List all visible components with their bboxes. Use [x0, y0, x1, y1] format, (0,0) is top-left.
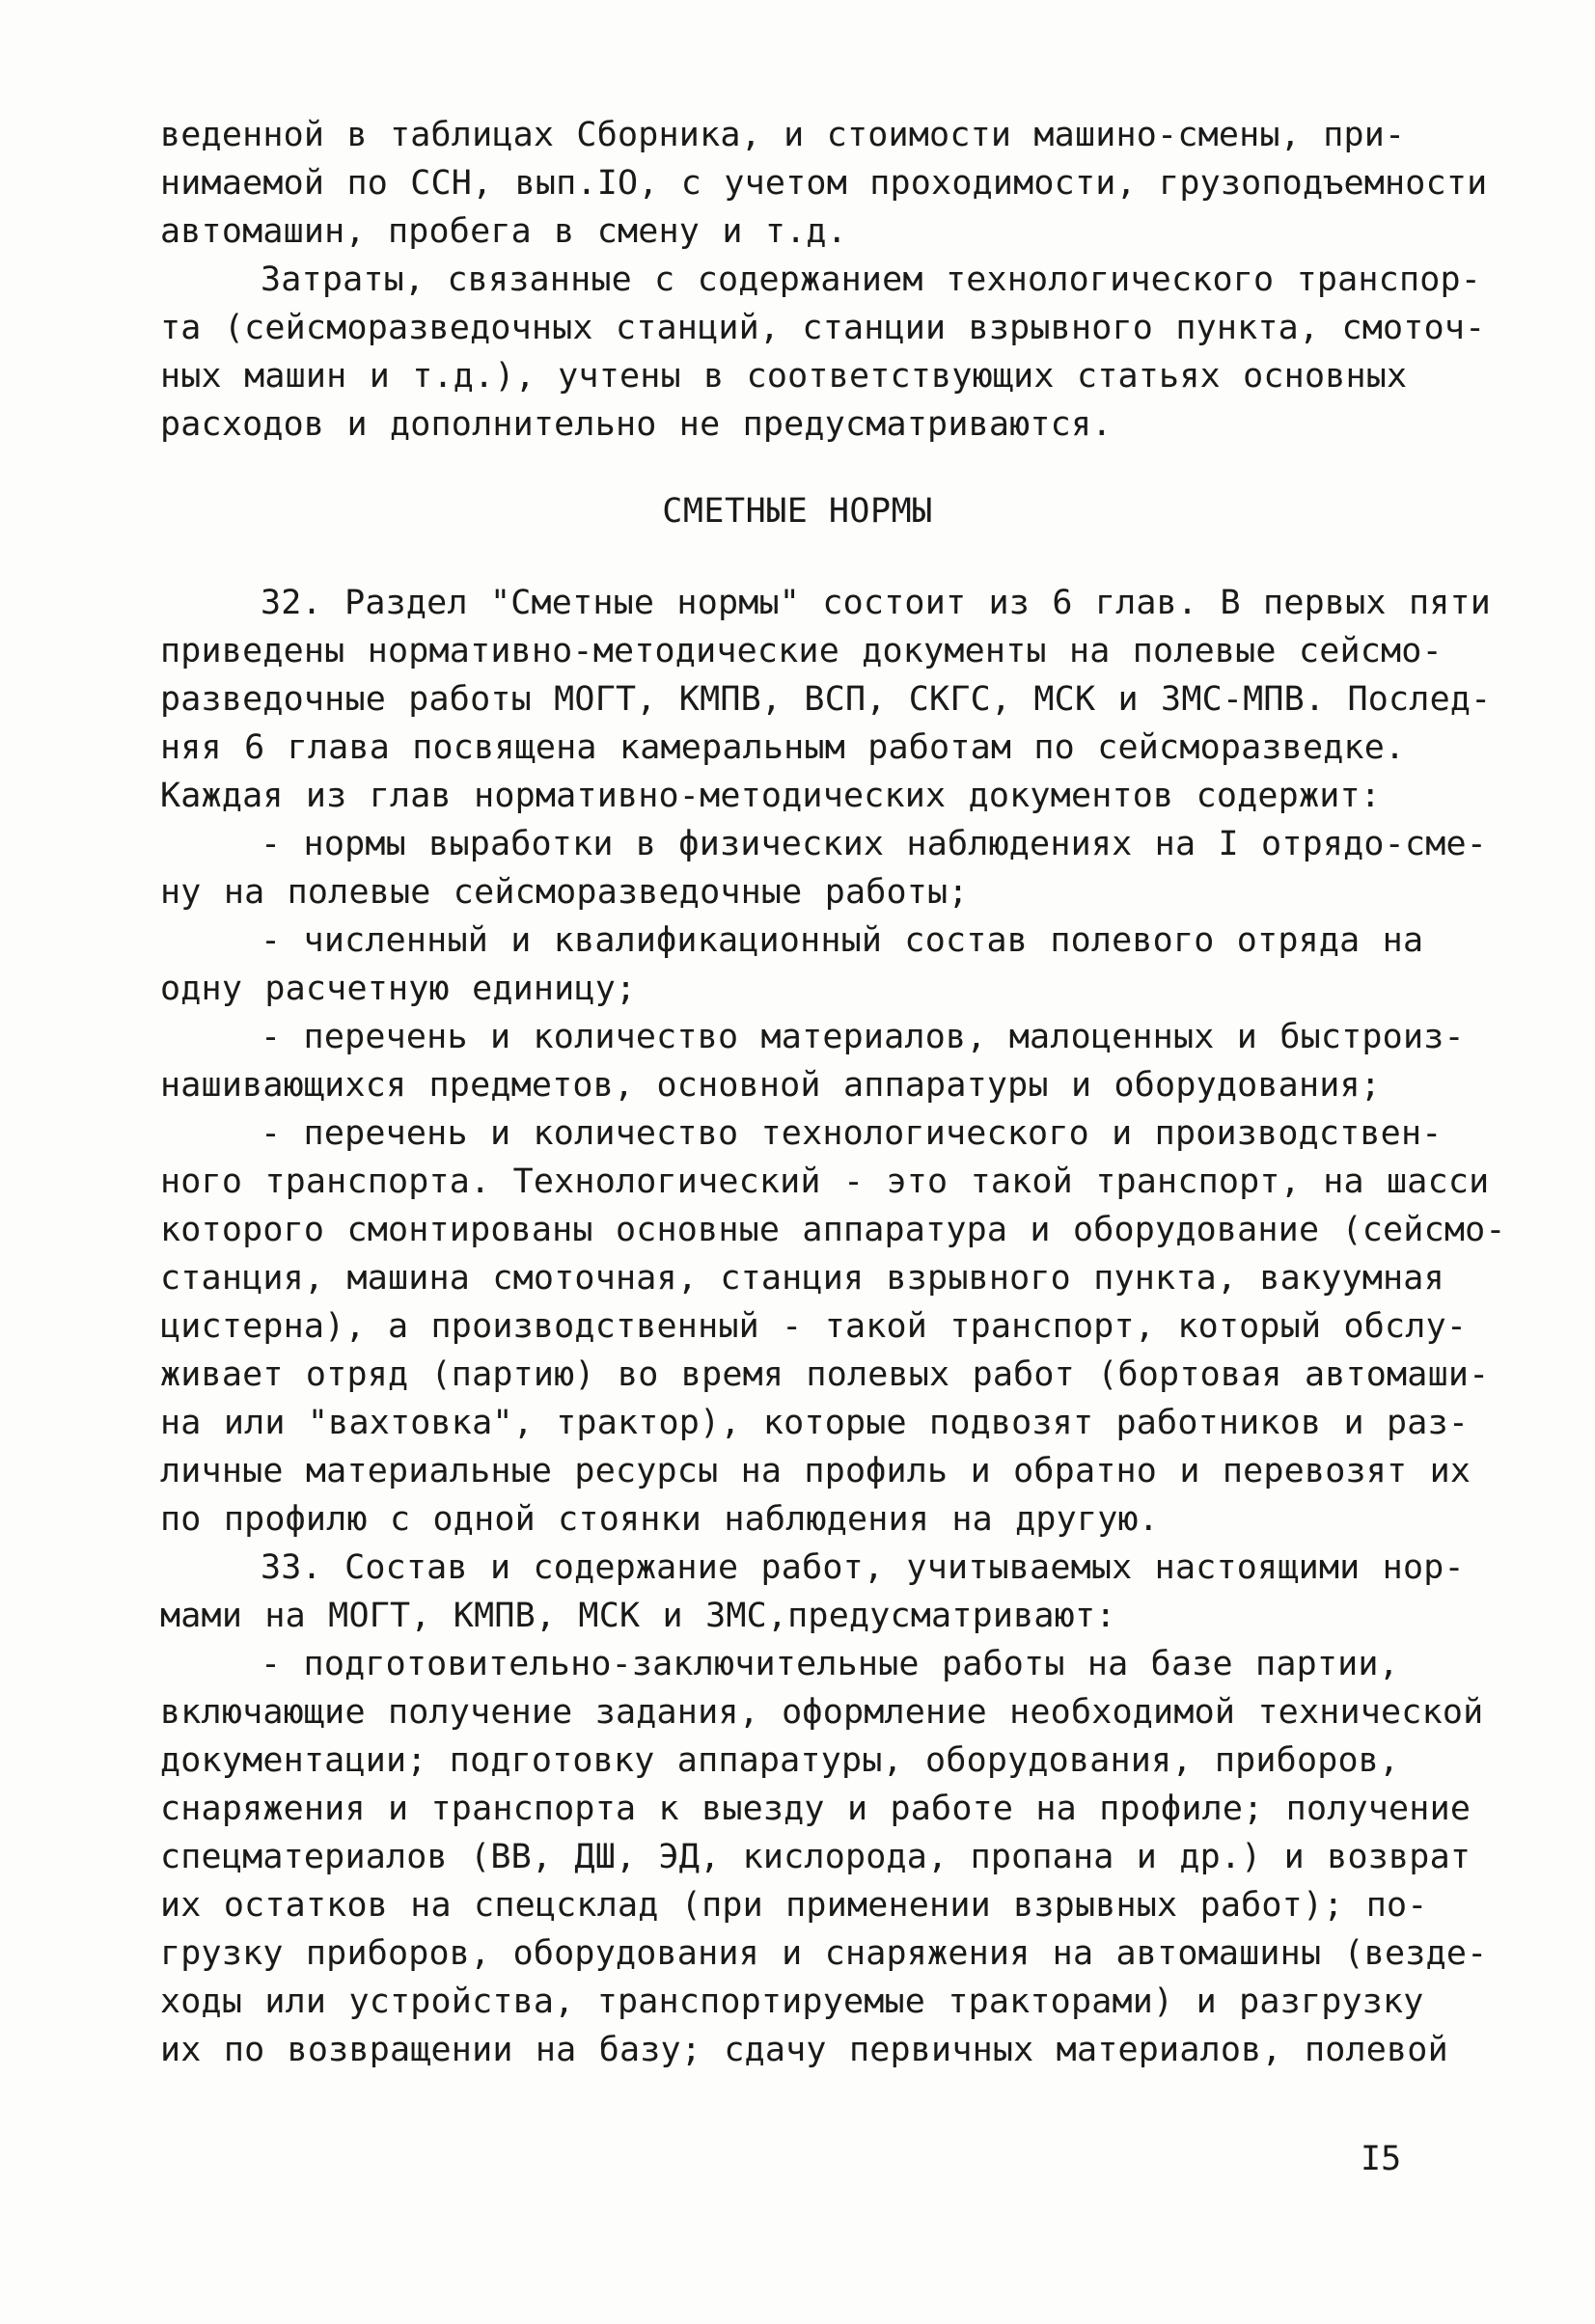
text-line: личные материальные ресурсы на профиль и обратно и перевозят их: [160, 1452, 1471, 1490]
text-line: автомашин, пробега в смену и т.д.: [160, 212, 847, 251]
section-heading: СМЕТНЫЕ НОРМЫ: [662, 492, 933, 531]
text-line: 32. Раздел "Сметные нормы" состоит из 6 глав. В первых пяти: [261, 584, 1492, 622]
text-line: расходов и дополнительно не предусматриваются.: [160, 405, 1113, 444]
text-line: ходы или устройства, транспортируемые тракторами) и разгрузку: [160, 1982, 1424, 2021]
text-line: Каждая из глав нормативно-методических документов содержит:: [160, 777, 1382, 815]
text-line: документации; подготовку аппаратуры, оборудования, приборов,: [160, 1741, 1400, 1780]
text-line: по профилю с одной стоянки наблюдения на другую.: [160, 1500, 1160, 1539]
text-line: нимаемой по ССН, вып.IO, с учетом проходимости, грузоподъемности: [160, 164, 1488, 203]
text-line: - подготовительно-заключительные работы на базе партии,: [261, 1645, 1399, 1683]
text-line: спецматериалов (ВВ, ДШ, ЭД, кислорода, пропана и др.) и возврат: [160, 1838, 1471, 1876]
text-line: их по возвращении на базу; сдачу первичных материалов, полевой: [160, 2031, 1448, 2069]
text-line: их остатков на спецсклад (при применении взрывных работ); по-: [160, 1886, 1428, 1925]
text-line: Затраты, связанные с содержанием технологического транспор-: [261, 260, 1482, 299]
text-line: включающие получение задания, оформление необходимой технической: [160, 1693, 1484, 1732]
text-line: - численный и квалификационный состав полевого отряда на: [261, 921, 1424, 960]
text-line: нашивающихся предметов, основной аппаратуры и оборудования;: [160, 1066, 1382, 1105]
text-line: одну расчетную единицу;: [160, 970, 637, 1008]
text-line: на или "вахтовка", трактор), которые подвозят работников и раз-: [160, 1404, 1470, 1442]
text-line: та (сейсморазведочных станций, станции взрывного пункта, смоточ-: [160, 309, 1486, 347]
text-line: ного транспорта. Технологический - это такой транспорт, на шасси: [160, 1162, 1490, 1201]
text-line: мами на МОГТ, КМПВ, МСК и ЗМС,предусматривают:: [160, 1597, 1116, 1635]
text-line: - перечень и количество технологического и производствен-: [261, 1114, 1443, 1153]
text-line: - перечень и количество материалов, малоценных и быстроиз-: [261, 1018, 1465, 1056]
text-line: - нормы выработки в физических наблюдениях на I отрядо-сме-: [261, 825, 1488, 863]
text-line: цистерна), а производственный - такой транспорт, который обслу-: [160, 1307, 1468, 1346]
text-line: разведочные работы МОГТ, КМПВ, ВСП, СКГС, МСК и ЗМС-МПВ. Послед-: [160, 680, 1492, 719]
text-line: снаряжения и транспорта к выезду и работе на профиле; получение: [160, 1790, 1471, 1828]
text-line: грузку приборов, оборудования и снаряжения на автомашины (везде-: [160, 1934, 1488, 1973]
text-line: которого смонтированы основные аппаратура и оборудование (сейсмо-: [160, 1211, 1506, 1249]
text-line: живает отряд (партию) во время полевых работ (бортовая автомаши-: [160, 1355, 1490, 1394]
text-line: ну на полевые сейсморазведочные работы;: [160, 873, 969, 912]
text-line: няя 6 глава посвящена камеральным работам по сейсморазведке.: [160, 728, 1406, 767]
text-line: ных машин и т.д.), учтены в соответствующих статьях основных: [160, 357, 1408, 396]
text-line: веденной в таблицах Сборника, и стоимости машино-смены, при-: [160, 116, 1406, 154]
text-line: станция, машина смоточная, станция взрывного пункта, вакуумная: [160, 1259, 1444, 1298]
page-number: I5: [1361, 2140, 1402, 2178]
text-line: 33. Состав и содержание работ, учитываемых настоящими нор-: [261, 1548, 1465, 1587]
text-line: приведены нормативно-методические документы на полевые сейсмо-: [160, 632, 1443, 670]
